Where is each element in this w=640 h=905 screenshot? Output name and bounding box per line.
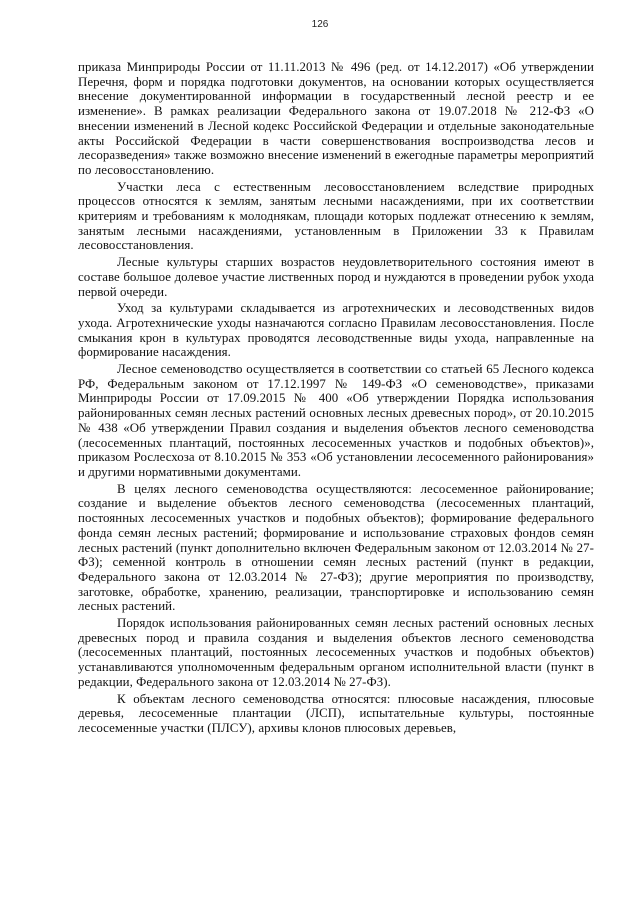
paragraph-seed-usage-order: Порядок использования районированных семян лесных растений основных лесных древесных пород и правила создания и выделения объектов лесного семеноводства (лесосеменных плантаций, постоянных лесосеменных участков и подобных объектов) устанавливаются уполномоченным федеральным органом исполнительной власти (пункт в редакции, Федерального закона от 12.03.2014 № 27-ФЗ). <box>78 616 594 689</box>
body-text <box>78 60 594 736</box>
paragraph-plantation-care: Уход за культурами складывается из агротехнических и лесоводственных видов ухода. Агротехнические уходы назначаются согласно Правилам лесовосстановления. После смыкания крон в культурах проводятся лесоводственные виды ухода, направленные на формирование насаждения. <box>78 301 594 360</box>
paragraph-continuation: приказа Минприроды России от 11.11.2013 № 496 (ред. от 14.12.2017) «Об утверждении Перечня, форм и порядка подготовки документов, на основании которых осуществляется внесение документированной информации в государственный лесной реестр и ее изменение». В рамках реализации Федерального закона от 19.07.2018 № 212-ФЗ «О внесении изменений в Лесной кодекс Российской Федерации и отдельные законодательные акты Российской Федерации в части совершенствования воспроизводства лесов и лесоразведения» также возможно внесение изменений в ежегодные параметры мероприятий по лесовосстановлению. <box>78 60 594 177</box>
paragraph-seed-objects: К объектам лесного семеноводства относятся: плюсовые насаждения, плюсовые деревья, лесосеменные плантации (ЛСП), испытательные культуры, постоянные лесосеменные участки (ПЛСУ), архивы клонов плюсовых деревьев, <box>78 691 594 735</box>
paragraph-natural-regeneration: Участки леса с естественным лесовосстановлением вследствие природных процессов относятся к землям, занятым лесными насаждениями, при их соответствии критериям и требованиям к молоднякам, площади которых подлежат отнесению к землям, занятым лесными насаждениями, установленным в Приложении 33 к Правилам лесовосстановления. <box>78 179 594 253</box>
paragraph-seed-production-activities: В целях лесного семеноводства осуществляются: лесосеменное районирование; создание и выделение объектов лесного семеноводства (лесосеменных плантаций, постоянных лесосеменных участков и подобных объектов); формирование федерального фонда семян лесных растений; формирование и использование страховых фондов семян лесных растений (пункт дополнительно включен Федеральным законом от 12.03.2014 № 27-ФЗ); семенной контроль в отношении семян лесных растений (пункт в редакции, Федерального закона от 12.03.2014 № 27-ФЗ); другие мероприятия по производству, заготовке, обработке, хранению, реализации, транспортировке и использованию семян лесных растений. <box>78 481 594 614</box>
page-number: 126 <box>311 19 329 30</box>
paragraph-older-plantations: Лесные культуры старших возрастов неудовлетворительного состояния имеют в составе большое долевое участие лиственных пород и нуждаются в проведении рубок ухода первой очереди. <box>78 255 594 299</box>
paragraph-seed-production-law: Лесное семеноводство осуществляется в соответствии со статьей 65 Лесного кодекса РФ, Федеральным законом от 17.12.1997 № 149-ФЗ «О семеноводстве», приказами Минприроды России от 17.09.2015 № 400 «Об утверждении Порядка использования районированных семян лесных растений основных лесных древесных пород», от 20.10.2015 № 438 «Об утверждении Правил создания и выделения объектов лесного семеноводства (лесосеменных плантаций, постоянных лесосеменных участков и подобных объектов)», приказом Рослесхоза от 8.10.2015 № 353 «Об установлении лесосеменного районирования» и другими нормативными документами. <box>78 362 594 479</box>
